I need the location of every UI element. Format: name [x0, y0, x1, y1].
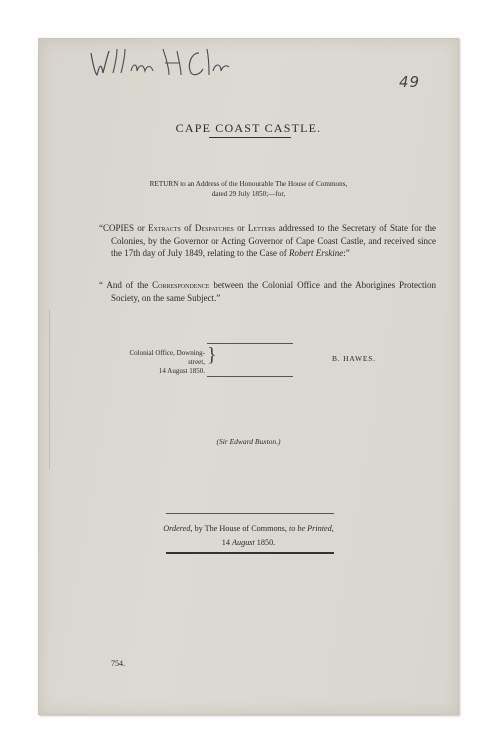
paragraph-lead: “ And of the [99, 280, 153, 290]
signatory-name: B. HAWES. [332, 354, 376, 363]
order-date [39, 536, 458, 550]
printing-order [39, 522, 458, 550]
despatches-word: Despatches [194, 223, 234, 233]
close-quote: :” [343, 248, 350, 258]
title-underline [209, 137, 291, 138]
office-address [115, 349, 205, 376]
connector-text: or [134, 223, 149, 233]
order-text: The House of Commons, [204, 524, 287, 533]
office-line-2: 14 August 1850. [158, 367, 205, 375]
person-name: Robert Erskine [288, 248, 344, 258]
order-date-year: 1850. [254, 538, 276, 547]
sessional-number: 754. [111, 659, 125, 668]
divider-rule [166, 513, 334, 514]
paragraph-body: addressed to the Secretary of State for the Colonies, by the Governor or Acting Governor of Cape Coast Castle, and received since the 17th day of July 1849, relating to the Case of [111, 223, 436, 258]
connector-text: of [180, 223, 195, 233]
order-date-month: August [232, 538, 255, 547]
document-page [38, 38, 459, 715]
return-line-2: dated 29 July 1850;—for, [211, 190, 286, 198]
order-text: to be Printed, [286, 524, 334, 533]
return-heading [39, 179, 458, 199]
brace-mark: } [207, 344, 217, 366]
copies-word: COPIES [103, 223, 135, 233]
order-date-day: 14 [221, 538, 232, 547]
folio-number: 49 [399, 73, 421, 91]
paragraph-body: between the Colonial Office and the Aborigines Protection Society, on the same Subject.” [111, 280, 436, 303]
divider-rule [207, 376, 293, 377]
correspondence-word: Correspondence [152, 280, 210, 290]
order-text: Ordered, [163, 524, 193, 533]
order-text: by [192, 524, 205, 533]
connector-text: or [233, 223, 248, 233]
extracts-word: Extracts [148, 223, 181, 233]
paragraph-correspondence [99, 279, 436, 304]
document-title: CAPE COAST CASTLE. [175, 121, 322, 135]
divider-rule-thick [166, 552, 334, 554]
divider-rule [207, 343, 293, 344]
mover-name: (Sir Edward Buxton.) [216, 437, 281, 446]
letters-word: Letters [247, 223, 276, 233]
paragraph-copies [99, 222, 436, 260]
office-line-1: Colonial Office, Downing-street, [129, 349, 205, 366]
open-quote: “ [99, 223, 103, 233]
order-line-1 [39, 522, 458, 536]
handwritten-signature [87, 43, 232, 83]
return-line-1: RETURN to an Address of the Honourable The House of Commons, [149, 180, 348, 188]
